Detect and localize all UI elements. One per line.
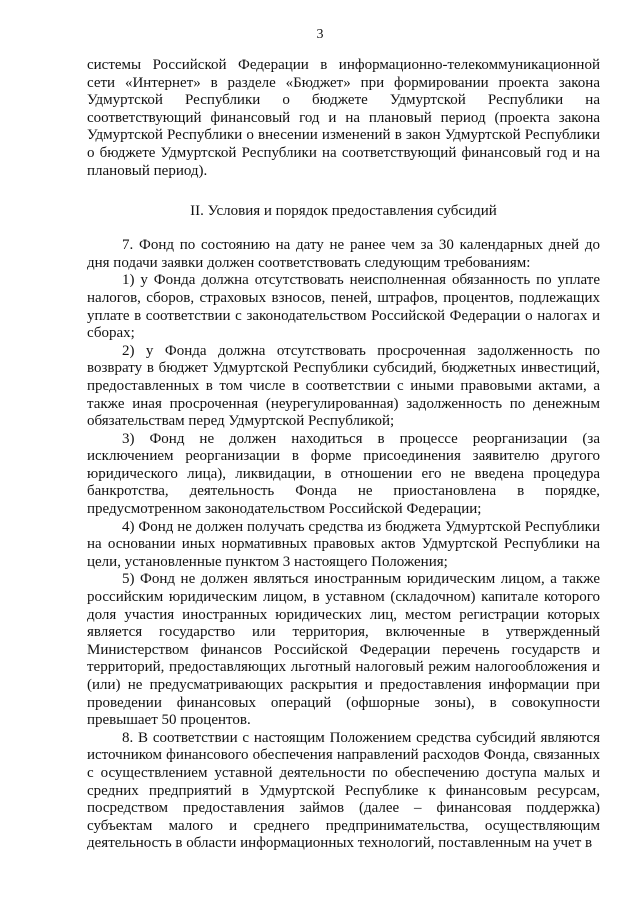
section-heading: II. Условия и порядок предоставления субсидий — [190, 203, 497, 220]
paragraph-7-item-1-taxes: 1) у Фонда должна отсутствовать неисполненная обязанность по уплате налогов, сборов, страховых взносов, пеней, штрафов, процентов, подлежащих уплате в соответствии с законодательством Российской Федерации о налогах и сборах; — [87, 272, 600, 342]
paragraph-budget-publication: системы Российской Федерации в информационно-телекоммуникационной сети «Интернет» в разделе «Бюджет» при формировании проекта закона Удмуртской Республики о бюджете Удмуртской Республики на соответствующий финансовый год и на плановый период (проекта закона Удмуртской Республики о внесении изменений в закон Удмуртской Республики о бюджете Удмуртской Республики на соответствующий финансовый год и на плановый период). — [87, 57, 600, 179]
paragraph-7-item-2-debts: 2) у Фонда должна отсутствовать просроченная задолженность по возврату в бюджет Удмуртской Республики субсидий, бюджетных инвестиций, предоставленных в том числе в соответствии с иными правовыми актами, а также иная просроченная (неурегулированная) задолженность по денежным обязательствам перед Удмуртской Республикой; — [87, 342, 600, 430]
paragraph-7-item-4-other-funding: 4) Фонд не должен получать средства из бюджета Удмуртской Республики на основании иных нормативных правовых актов Удмуртской Республики на цели, установленные пунктом 3 настоящего Положения; — [87, 518, 600, 570]
paragraph-7-item-5-foreign-entity: 5) Фонд не должен являться иностранным юридическим лицом, а также российским юридическим лицом, в уставном (складочном) капитале которого доля участия иностранных юридических лиц, местом регистрации которых является государство или территория, включенные в утвержденный Министерством финансов Российской Федерации перечень государств и территорий, предоставляющих льготный налоговый режим налогообложения и (или) не предусматривающих раскрытия и предоставления информации при проведении финансовых операций (офшорные зоны), в совокупности превышает 50 процентов. — [87, 571, 600, 729]
page-number: 3 — [316, 27, 324, 42]
document-body — [87, 57, 600, 853]
paragraph-7-item-3-reorganization: 3) Фонд не должен находиться в процессе реорганизации (за исключением реорганизации в форме присоединения заявителю другого юридического лица), ликвидации, в отношении его не введена процедура банкротства, деятельность Фонда не приостановлена в порядке, предусмотренном законодательством Российской Федерации; — [87, 430, 600, 518]
paragraph-8-subsidy-purpose: 8. В соответствии с настоящим Положением средства субсидий являются источником финансового обеспечения направлений расходов Фонда, связанных с осуществлением уставной деятельности по обеспечению доступа малых и средних предприятий в Удмуртской Республике к финансовым ресурсам, посредством предоставления займов (далее – финансовая поддержка) субъектам малого и среднего предпринимательства, осуществляющим деятельность в области информационных технологий, поставленным на учет в — [87, 729, 600, 852]
paragraph-7-requirements: 7. Фонд по состоянию на дату не ранее чем за 30 календарных дней до дня подачи заявки должен соответствовать следующим требованиям: — [87, 237, 600, 271]
